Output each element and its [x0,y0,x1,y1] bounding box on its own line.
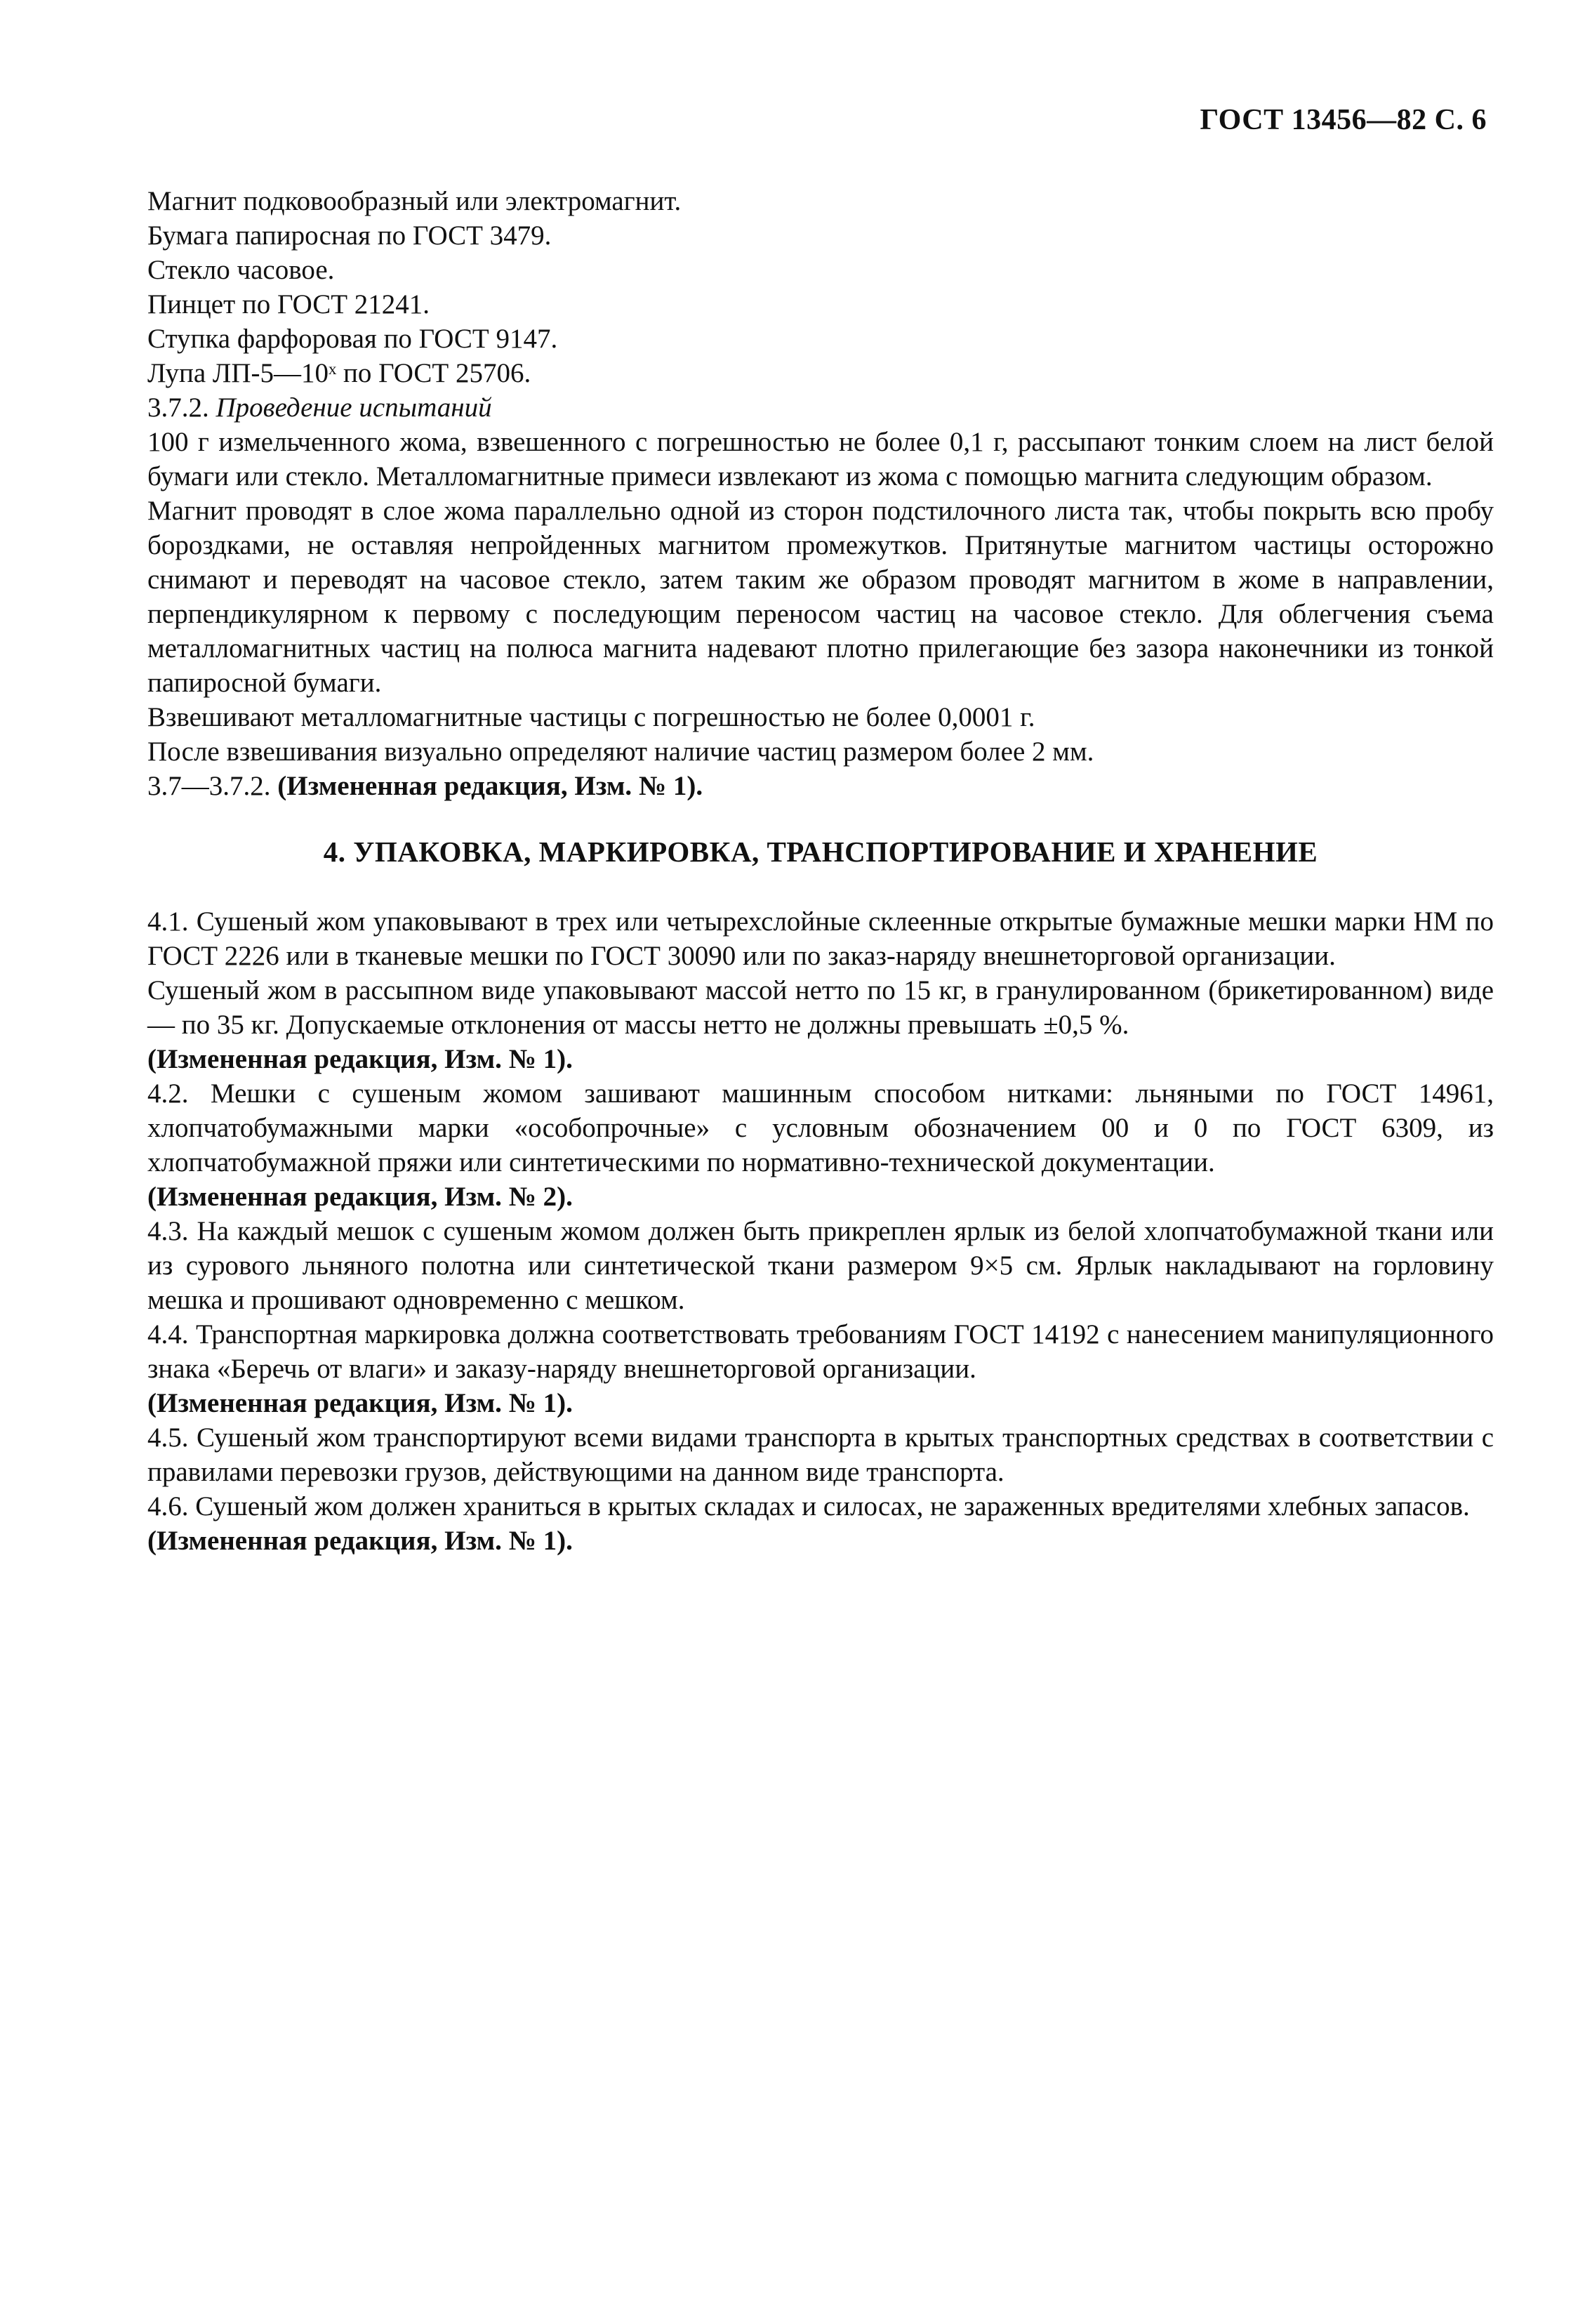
section-title: 4. УПАКОВКА, МАРКИРОВКА, ТРАНСПОРТИРОВАНИЕ И ХРАНЕНИЕ [323,836,1318,868]
page-header: ГОСТ 13456—82 С. 6 [1200,104,1487,136]
paragraph: Магнит проводят в слое жома параллельно одной из сторон подстилочного листа так, чтобы покрыть всю пробу бороздками, не оставляя непройденных магнитом промежутков. Притянутые магнитом частицы осторожно снимают и переводят на часовое стекло, затем таким же образом проводят магнитом в жоме в направлении, перпендикулярном к первому с последующим переносом частиц на часовое стекло. Для облегчения съема металломагнитных частиц на полюса магнита надевают плотно прилегающие без зазора наконечники из тонкой папиросной бумаги. [147,496,1494,698]
list-item: Ступка фарфоровая по ГОСТ 9147. [147,324,558,354]
paragraph: 4.5. Сушеный жом транспортируют всеми видами транспорта в крытых транспортных средствах в соответствии с правилами перевозки грузов, действующими на данном виде транспорта. [147,1422,1494,1487]
paragraph: 4.2. Мешки с сушеным жомом зашивают машинным способом нитками: льняными по ГОСТ 14961, хлопчатобумажными марки «особопрочные» с условным обозначением 00 и 0 по ГОСТ 6309, из хлопчатобумажной пряжи или синтетическими по нормативно-технической документации. [147,1078,1494,1177]
equipment-list [147,184,1494,390]
list-item: Стекло часовое. [147,255,335,285]
subsection-title: Проведение испытаний [215,392,492,423]
paragraph: 4.4. Транспортная маркировка должна соответствовать требованиям ГОСТ 14192 с нанесением манипуляционного знака «Беречь от влаги» и заказу-наряду внешнеторговой организации. [147,1319,1494,1384]
section-4 [147,904,1494,1558]
list-item: Магнит подковообразный или электромагнит. [147,186,682,216]
paragraph: После взвешивания визуально определяют наличие частиц размером более 2 мм. [147,737,1094,767]
paragraph: 4.3. На каждый мешок с сушеным жомом должен быть прикреплен ярлык из белой хлопчатобумажной ткани или из сурового льняного полотна или синтетической ткани размером 9×5 см. Ярлык накладывают на горловину мешка и прошивают одновременно с мешком. [147,1216,1494,1315]
amendment-text: (Измененная редакция, Изм. № 1). [277,771,703,801]
subsection-heading [147,390,1494,425]
paragraph: 4.6. Сушеный жом должен храниться в крытых складах и силосах, не зараженных вредителями хлебных запасов. [147,1491,1470,1521]
document-body [147,184,1494,1558]
subsection-number: 3.7.2. [147,392,209,423]
list-item: Бумага папиросная по ГОСТ 3479. [147,220,552,251]
amendment-note: (Измененная редакция, Изм. № 1). [147,1388,573,1418]
list-item: Лупа ЛП-5—10ˣ по ГОСТ 25706. [147,358,531,388]
amendment-note [147,769,1494,803]
list-item: Пинцет по ГОСТ 21241. [147,289,430,319]
paragraph: Взвешивают металломагнитные частицы с погрешностью не более 0,0001 г. [147,702,1035,732]
amendment-note: (Измененная редакция, Изм. № 1). [147,1526,573,1556]
paragraph: Сушеный жом в рассыпном виде упаковывают массой нетто по 15 кг, в гранулированном (брикетированном) виде — по 35 кг. Допускаемые отклонения от массы нетто не должны превышать ±0,5 %. [147,975,1494,1040]
amendment-ref: 3.7—3.7.2. [147,771,271,801]
amendment-note: (Измененная редакция, Изм. № 2). [147,1182,573,1212]
amendment-note: (Измененная редакция, Изм. № 1). [147,1044,573,1074]
paragraph: 100 г измельченного жома, взвешенного с погрешностью не более 0,1 г, рассыпают тонким слоем на лист белой бумаги или стекло. Металломагнитные примеси извлекают из жома с помощью магнита следующим образом. [147,427,1494,491]
paragraph: 4.1. Сушеный жом упаковывают в трех или четырехслойные склеенные открытые бумажные мешки марки НМ по ГОСТ 2226 или в тканевые мешки по ГОСТ 30090 или по заказ-наряду внешнеторговой организации. [147,906,1494,971]
